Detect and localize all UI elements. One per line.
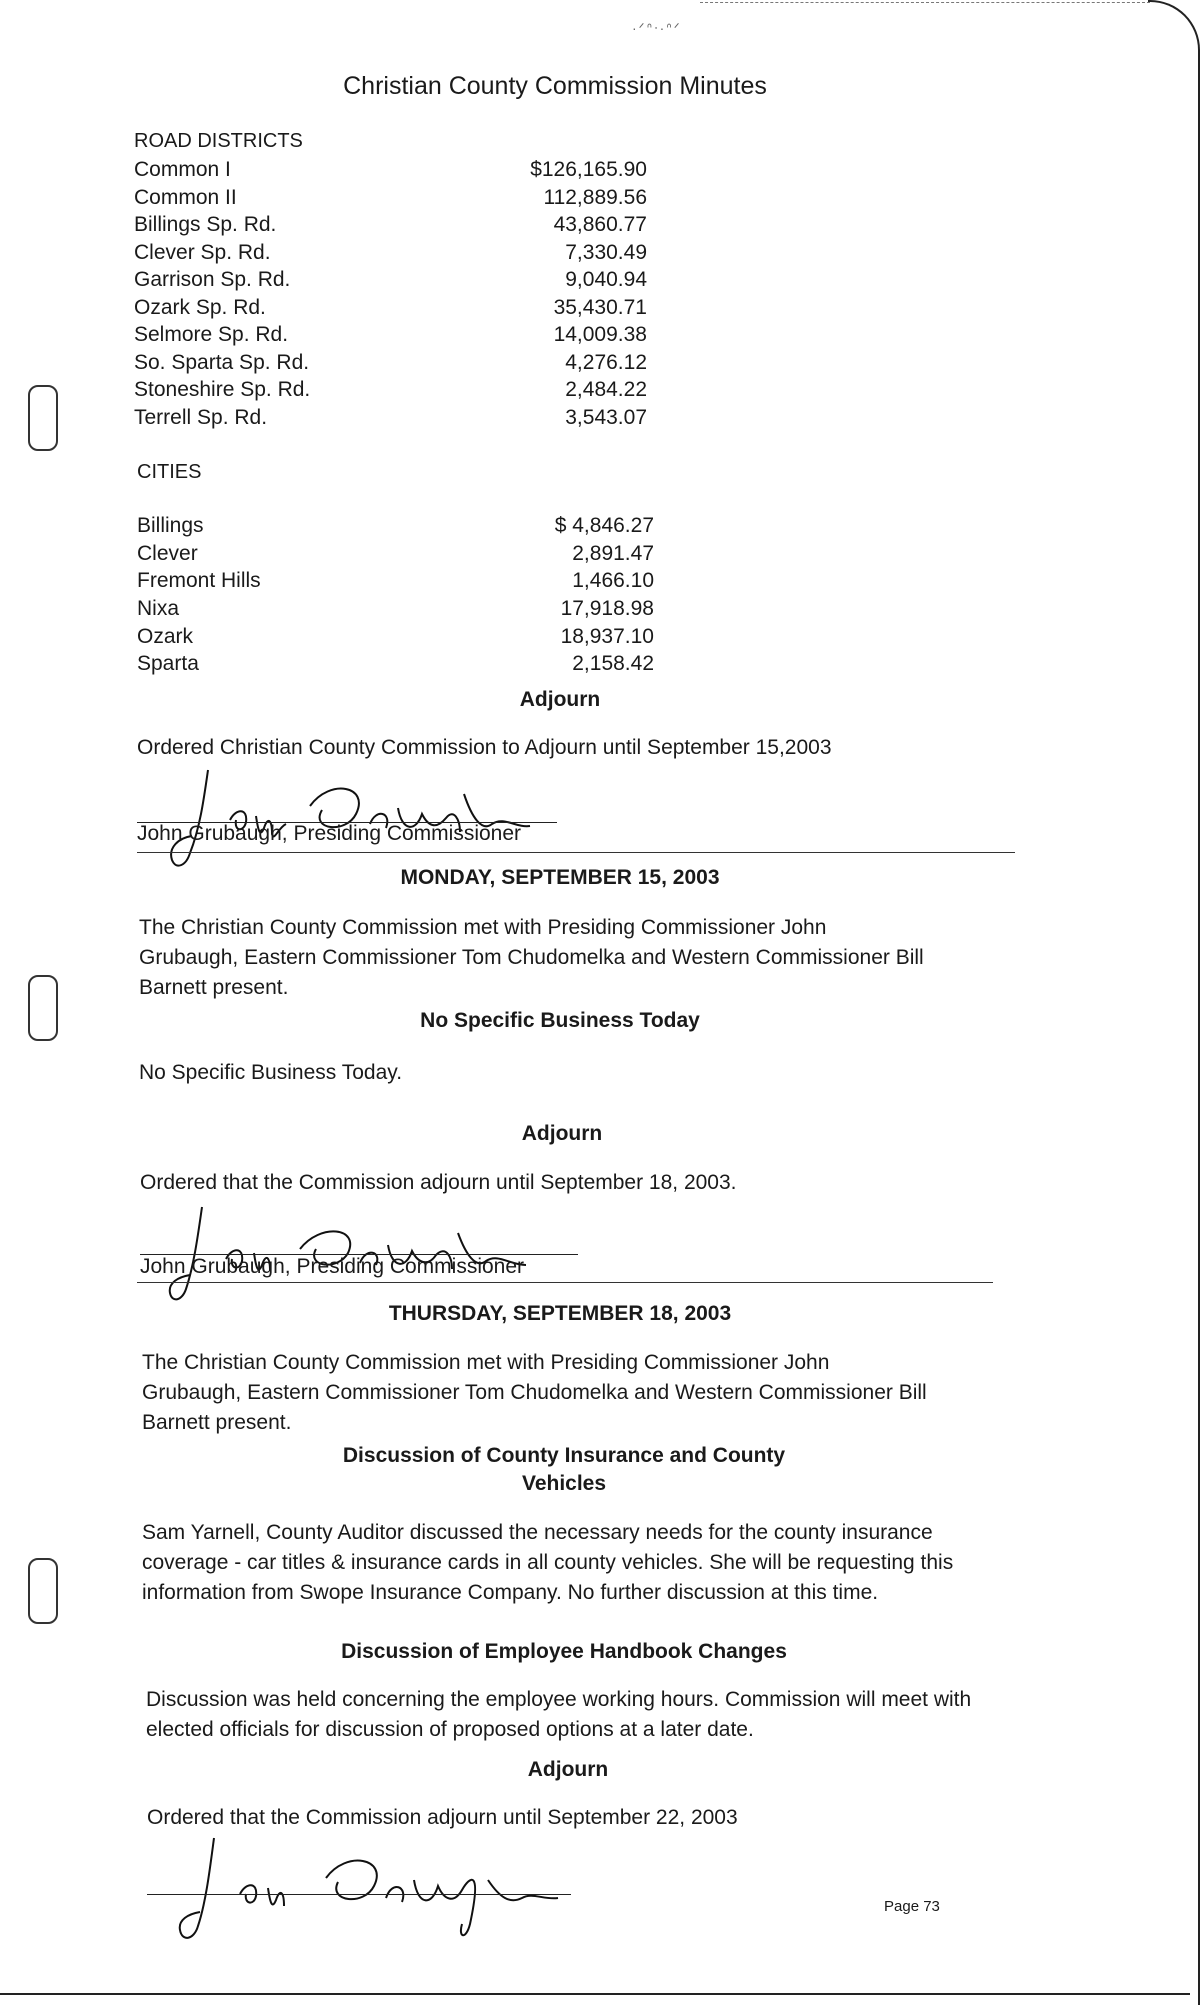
district-name: Stoneshire Sp. Rd. bbox=[134, 378, 311, 401]
insurance-text: Sam Yarnell, County Auditor discussed the necessary needs for the county insurance coverage - car titles & insurance cards in all county vehicles. She will be requesting this information from Swope Insurance Company. No further discussion at this time. bbox=[142, 1521, 954, 1604]
date-heading-sept-15: MONDAY, SEPTEMBER 15, 2003 bbox=[400, 866, 720, 889]
date-heading-sept-18: THURSDAY, SEPTEMBER 18, 2003 bbox=[388, 1302, 732, 1325]
top-scribble: ·ᐟᐢᐧ·ᐢᐟ bbox=[632, 20, 682, 36]
district-name: Terrell Sp. Rd. bbox=[134, 406, 268, 429]
district-amount: 43,860.77 bbox=[553, 213, 647, 236]
road-district-row bbox=[134, 158, 647, 186]
district-name: So. Sparta Sp. Rd. bbox=[134, 351, 310, 374]
district-name: Billings Sp. Rd. bbox=[134, 213, 277, 236]
adjourn-heading-3: Adjourn bbox=[527, 1758, 609, 1781]
signature-line-3 bbox=[147, 1894, 571, 1895]
city-row bbox=[137, 514, 654, 542]
district-name: Garrison Sp. Rd. bbox=[134, 268, 291, 291]
city-amount: 1,466.10 bbox=[572, 569, 654, 592]
handbook-heading: Discussion of Employee Handbook Changes bbox=[341, 1640, 787, 1663]
district-amount: 3,543.07 bbox=[565, 406, 647, 429]
city-amount: 2,891.47 bbox=[572, 542, 654, 565]
city-amount: 2,158.42 bbox=[572, 652, 654, 675]
signer-1: John Grubaugh, Presiding Commissioner bbox=[137, 822, 522, 845]
city-name: Ozark bbox=[137, 625, 194, 648]
district-name: Clever Sp. Rd. bbox=[134, 241, 271, 264]
district-amount: 2,484.22 bbox=[565, 378, 647, 401]
separator-rule-1 bbox=[137, 852, 1015, 853]
district-name: Selmore Sp. Rd. bbox=[134, 323, 289, 346]
district-amount: 7,330.49 bbox=[565, 241, 647, 264]
road-district-row bbox=[134, 406, 647, 434]
insurance-heading-line-2: Vehicles bbox=[521, 1472, 607, 1495]
handbook-text: Discussion was held concerning the employee working hours. Commission will meet with elected officials for discussion of proposed options at a later date. bbox=[146, 1688, 972, 1741]
attendance-text-3: The Christian County Commission met with Presiding Commissioner John Grubaugh, Eastern Commissioner Tom Chudomelka and Western Commissioner Bill Barnett present. bbox=[142, 1351, 927, 1434]
adjourn-text-1: Ordered Christian County Commission to Adjourn until September 15,2003 bbox=[137, 736, 832, 759]
insurance-heading-line-1: Discussion of County Insurance and County bbox=[342, 1444, 786, 1467]
punch-hole-top bbox=[28, 385, 58, 451]
city-row bbox=[137, 652, 654, 680]
road-district-row bbox=[134, 378, 647, 406]
punch-hole-bottom bbox=[28, 1558, 58, 1624]
adjourn-text-2: Ordered that the Commission adjourn until September 18, 2003. bbox=[140, 1171, 737, 1194]
business-text: No Specific Business Today. bbox=[139, 1061, 403, 1084]
city-name: Nixa bbox=[137, 597, 180, 620]
attendance-text-2: The Christian County Commission met with Presiding Commissioner John Grubaugh, Eastern Commissioner Tom Chudomelka and Western Commissioner Bill Barnett present. bbox=[139, 916, 924, 999]
city-name: Billings bbox=[137, 514, 204, 537]
city-amount: 17,918.98 bbox=[560, 597, 654, 620]
document-title: Christian County Commission Minutes bbox=[343, 72, 767, 100]
road-district-row bbox=[134, 296, 647, 324]
city-name: Fremont Hills bbox=[137, 569, 261, 592]
city-amount: $ 4,846.27 bbox=[554, 514, 654, 537]
district-amount: 4,276.12 bbox=[565, 351, 647, 374]
road-district-row bbox=[134, 213, 647, 241]
city-row bbox=[137, 569, 654, 597]
business-heading: No Specific Business Today bbox=[420, 1009, 700, 1032]
road-district-row bbox=[134, 351, 647, 379]
adjourn-text-3: Ordered that the Commission adjourn until September 22, 2003 bbox=[147, 1806, 738, 1829]
road-district-row bbox=[134, 186, 647, 214]
district-amount: $126,165.90 bbox=[530, 158, 647, 181]
road-districts-heading: ROAD DISTRICTS bbox=[134, 130, 303, 152]
page-edge-bottom bbox=[0, 1993, 1190, 1995]
page-edge-right bbox=[1148, 0, 1200, 2005]
district-name: Common II bbox=[134, 186, 237, 209]
city-amount: 18,937.10 bbox=[560, 625, 654, 648]
top-edge-rule bbox=[700, 2, 1150, 3]
district-name: Common I bbox=[134, 158, 231, 181]
signature-1 bbox=[160, 758, 580, 876]
district-amount: 35,430.71 bbox=[553, 296, 647, 319]
road-district-row bbox=[134, 323, 647, 351]
city-name: Clever bbox=[137, 542, 198, 565]
district-amount: 14,009.38 bbox=[553, 323, 647, 346]
adjourn-heading-2: Adjourn bbox=[521, 1122, 603, 1145]
road-district-row bbox=[134, 241, 647, 269]
signer-2: John Grubaugh, Presiding Commissioner bbox=[140, 1255, 525, 1278]
separator-rule-2 bbox=[137, 1282, 993, 1283]
district-name: Ozark Sp. Rd. bbox=[134, 296, 266, 319]
district-amount: 9,040.94 bbox=[565, 268, 647, 291]
cities-heading: CITIES bbox=[137, 461, 202, 483]
punch-hole-middle bbox=[28, 975, 58, 1041]
city-row bbox=[137, 542, 654, 570]
road-district-row bbox=[134, 268, 647, 296]
adjourn-heading-1: Adjourn bbox=[519, 688, 601, 711]
page-number: Page 73 bbox=[884, 1898, 940, 1915]
city-row bbox=[137, 625, 654, 653]
city-name: Sparta bbox=[137, 652, 199, 675]
city-row bbox=[137, 597, 654, 625]
district-amount: 112,889.56 bbox=[543, 186, 647, 209]
signature-3 bbox=[170, 1828, 590, 1948]
